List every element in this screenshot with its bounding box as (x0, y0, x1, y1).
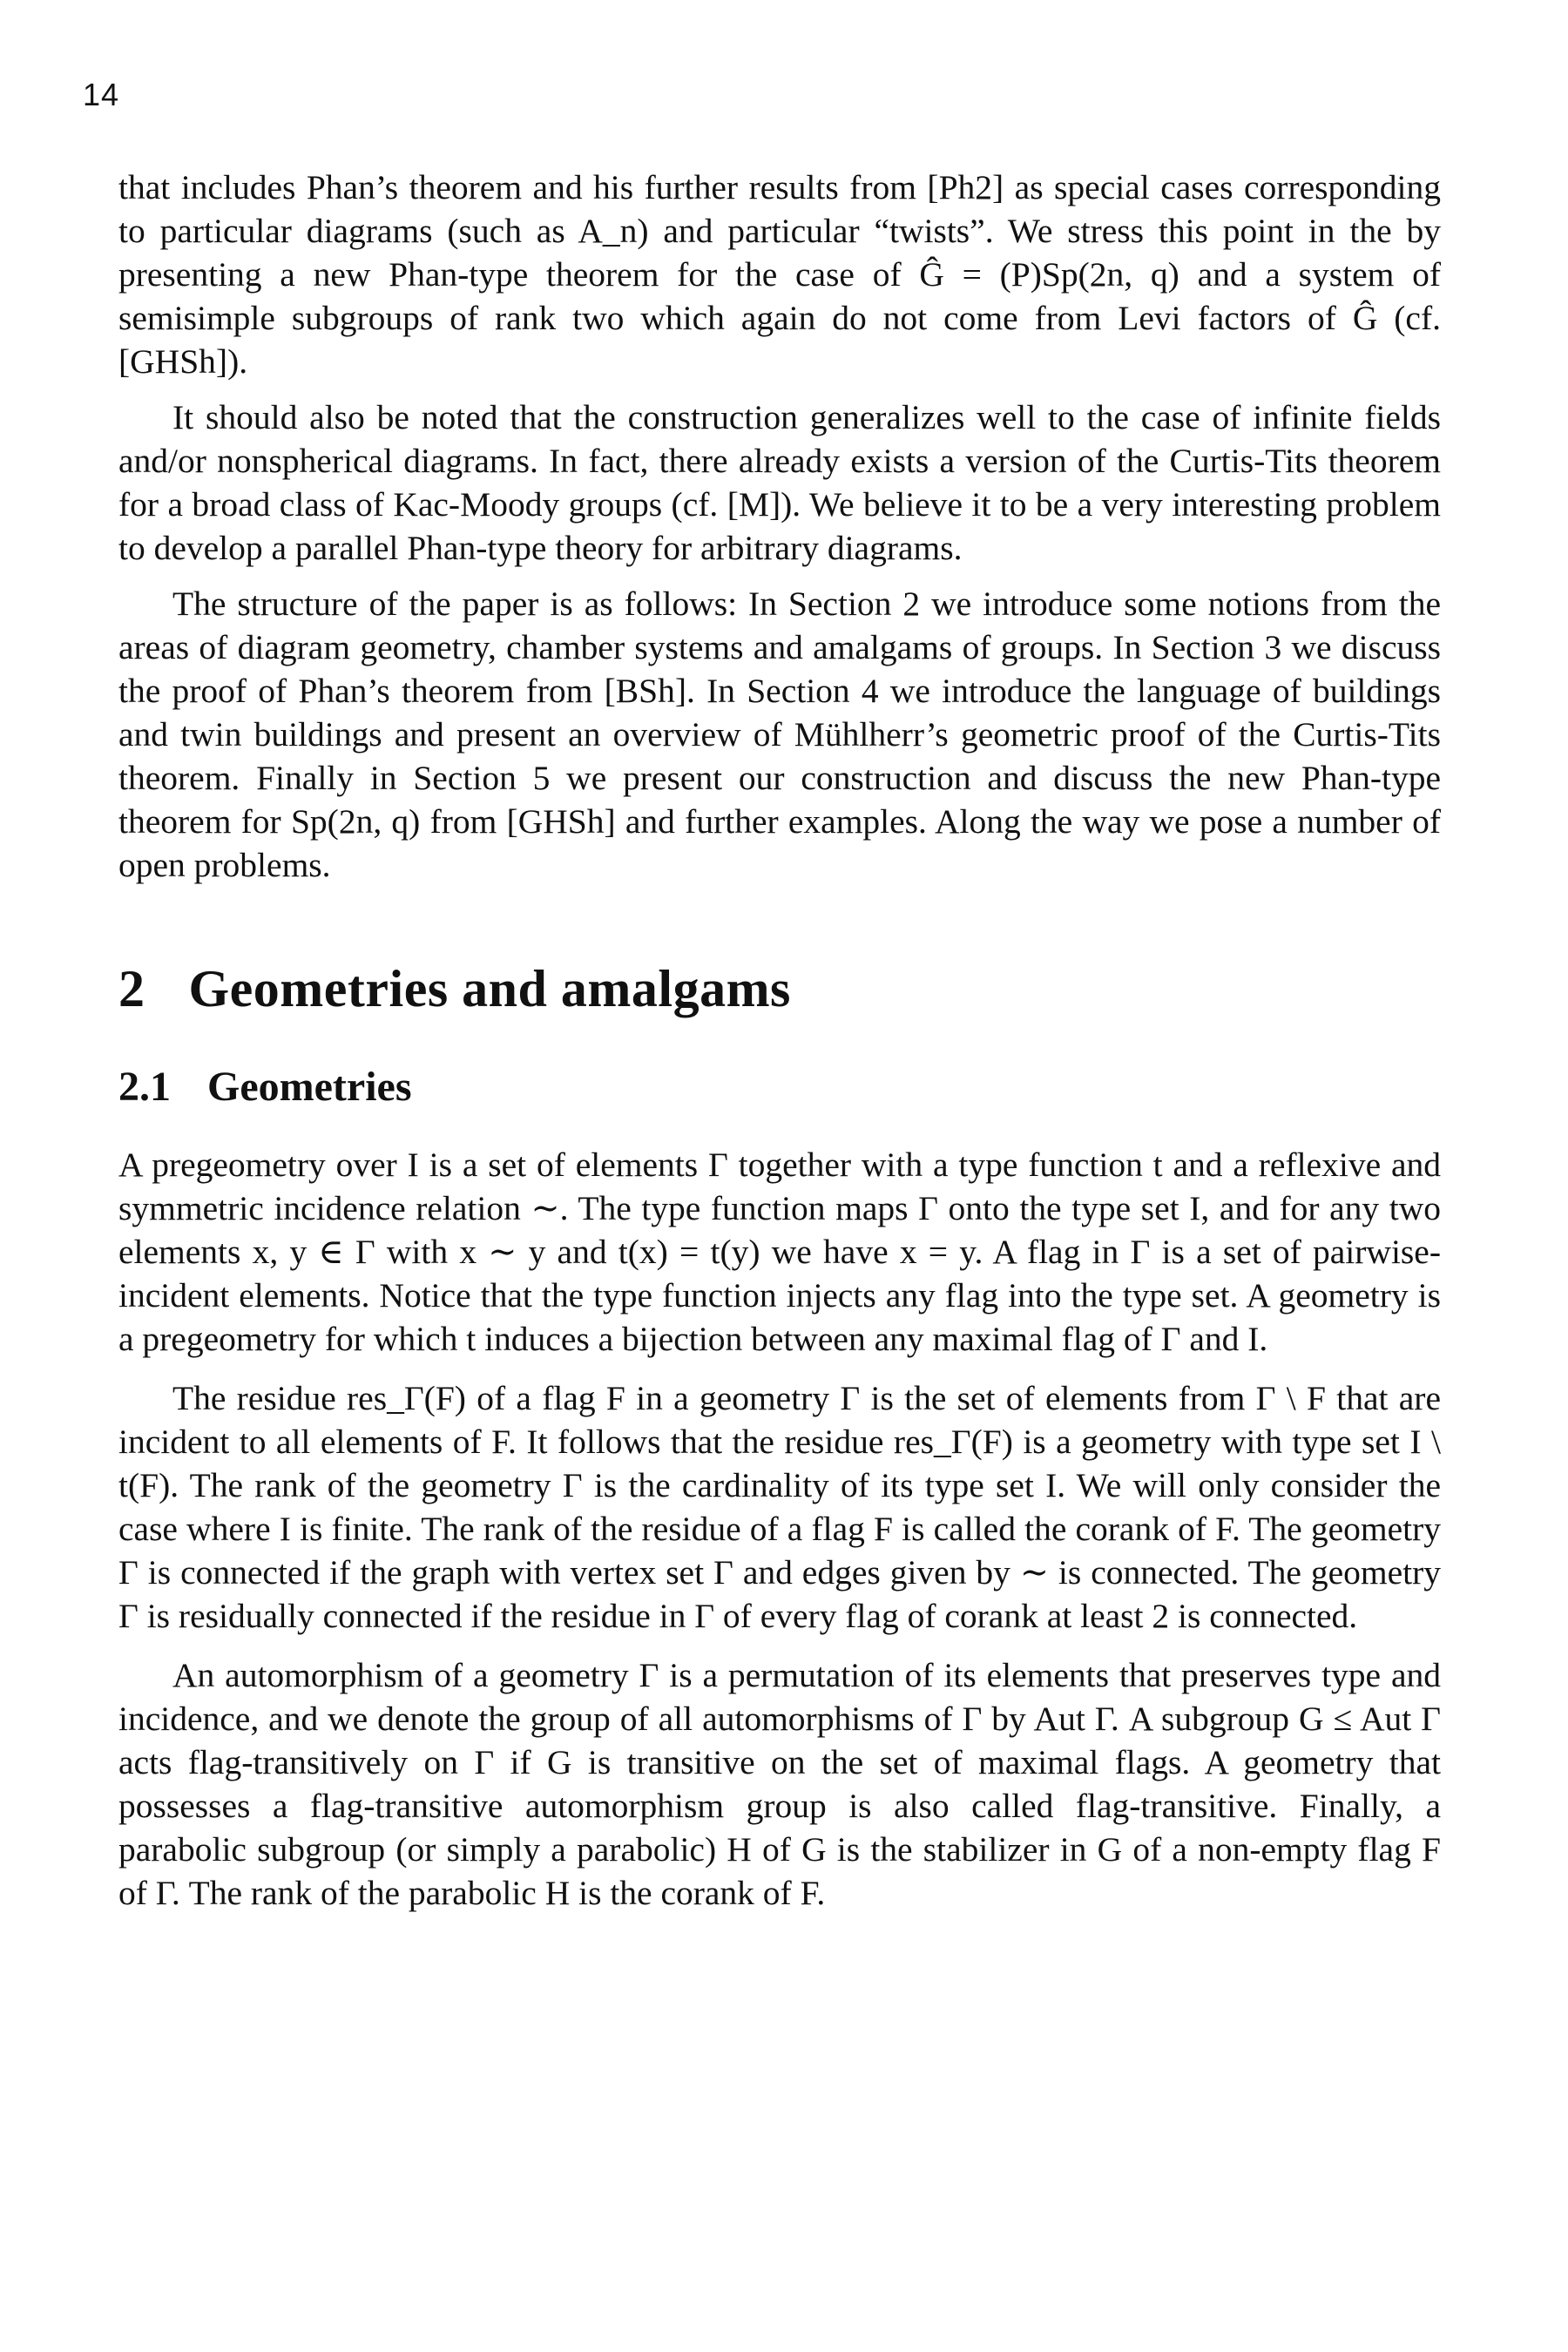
paragraph-infinite-fields: It should also be noted that the construction generalizes well to the case of infinite fields and/or nonspherical diagrams. In fact, there already exists a version of the Curtis-Tits theorem for a broad class of Kac-Moody groups (cf. [M]). We believe it to be a very interesting problem to develop a parallel Phan-type theory for arbitrary diagrams. (118, 398, 1441, 567)
paragraph-automorphism-definition: An automorphism of a geometry Γ is a permutation of its elements that preserves type and incidence, and we denote the group of all automorphisms of Γ by Aut Γ. A subgroup G ≤ Aut Γ acts flag-transitively on Γ if G is transitive on the set of maximal flags. A geometry that possesses a flag-transitive automorphism group is also called flag-transitive. Finally, a parabolic subgroup (or simply a parabolic) H of G is the stabilizer in G of a non-empty flag F of Γ. The rank of the parabolic H is the corank of F. (118, 1656, 1441, 1912)
subsection-number: 2.1 (118, 1064, 171, 1110)
subsection-title: Geometries (207, 1064, 412, 1110)
section-number: 2 (118, 960, 145, 1017)
paragraph-residue-definition: The residue res_Γ(F) of a flag F in a geometry Γ is the set of elements from Γ \ F that are incident to all elements of F. It follows that the residue res_Γ(F) is a geometry with type set I \ t(F). The rank of the geometry Γ is the cardinality of its type set I. We will only consider the case where I is finite. The rank of the residue of a flag F is called the corank of F. The geometry Γ is connected if the graph with vertex set Γ and edges given by ∼ is connected. The geometry Γ is residually connected if the residue in Γ of every flag of corank at least 2 is connected. (118, 1379, 1441, 1635)
subsection-heading (118, 1061, 1441, 1113)
section-heading (118, 958, 1441, 1019)
paragraph-paper-structure: The structure of the paper is as follows: In Section 2 we introduce some notions from the areas of diagram geometry, chamber systems and amalgams of groups. In Section 3 we discuss the proof of Phan’s theorem from [BSh]. In Section 4 we introduce the language of buildings and twin buildings and present an overview of Mühlherr’s geometric proof of the Curtis-Tits theorem. Finally in Section 5 we present our construction and discuss the new Phan-type theorem for Sp(2n, q) from [GHSh] and further examples. Along the way we pose a number of open problems. (118, 585, 1441, 884)
section-title: Geometries and amalgams (188, 960, 791, 1017)
paragraph-pregeometry-definition: A pregeometry over I is a set of elements Γ together with a type function t and a reflexive and symmetric incidence relation ∼. The type function maps Γ onto the type set I, and for any two elements x, y ∈ Γ with x ∼ y and t(x) = t(y) we have x = y. A flag in Γ is a set of pairwise-incident elements. Notice that the type function injects any flag into the type set. A geometry is a pregeometry for which t induces a bijection between any maximal flag of Γ and I. (118, 1146, 1441, 1358)
page-body (118, 166, 1441, 1915)
page-number: 14 (83, 77, 120, 112)
paragraph-intro-phan: that includes Phan’s theorem and his further results from [Ph2] as special cases corresponding to particular diagrams (such as A_n) and particular “twists”. We stress this point in the by presenting a new Phan-type theorem for the case of Ĝ = (P)Sp(2n, q) and a system of semisimple subgroups of rank two which again do not come from Levi factors of Ĝ (cf. [GHSh]). (118, 168, 1441, 381)
